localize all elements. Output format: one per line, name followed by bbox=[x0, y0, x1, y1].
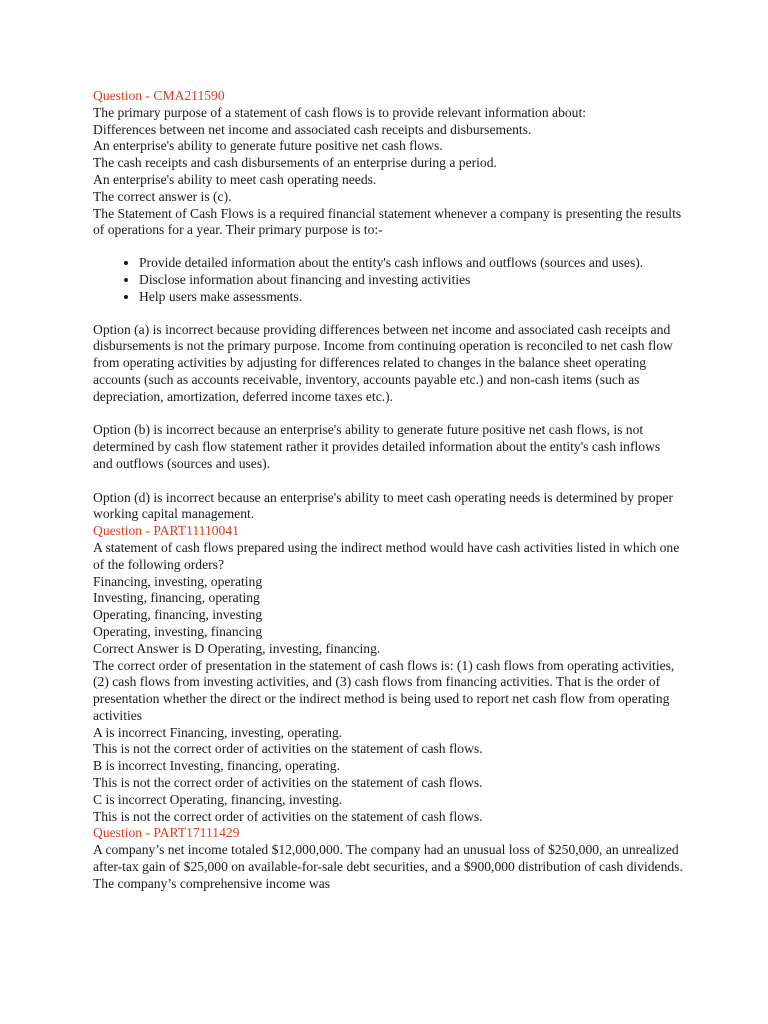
paragraph-gap bbox=[93, 473, 683, 490]
answer-option: Operating, investing, financing bbox=[93, 623, 263, 639]
question-stem-2: A statement of cash flows prepared using the indirect method would have cash activities listed in which one of the following orders? bbox=[93, 539, 680, 572]
question-heading-3: Question - PART17111429 bbox=[93, 825, 240, 841]
correct-answer-1: The correct answer is (c). bbox=[93, 188, 232, 204]
question-heading-2: Question - PART11110041 bbox=[93, 523, 239, 539]
paragraph-gap bbox=[93, 406, 683, 423]
list-item: • Provide detailed information about the entity's cash inflows and outflows (sources and uses). bbox=[139, 255, 683, 272]
option-a-explanation: Option (a) is incorrect because providing differences between net income and associated cash receipts and disbursements is not the primary purpose. Income from continuing operation is reconciled to net cash flow from operating activities by adjusting for differences related to changes in the balance sheet operating accounts (such as accounts receivable, inventory, accounts payable etc.) and non-cash items (such as depreciation, amortization, deferred income taxes etc.). bbox=[93, 321, 673, 404]
answer-option: Operating, financing, investing bbox=[93, 607, 263, 623]
answer-option: An enterprise's ability to meet cash operating needs. bbox=[93, 171, 377, 187]
answer-option: Financing, investing, operating bbox=[93, 573, 263, 589]
explanation-intro-1: The Statement of Cash Flows is a required financial statement whenever a company is presenting the results of operations for a year. Their primary purpose is to:- bbox=[93, 205, 682, 238]
bullet-list bbox=[93, 255, 683, 305]
option-c-reason: This is not the correct order of activities on the statement of cash flows. bbox=[93, 808, 483, 824]
option-c-incorrect: C is incorrect Operating, financing, investing. bbox=[93, 791, 343, 807]
question-heading-1: Question - CMA211590 bbox=[93, 88, 225, 103]
document-page bbox=[93, 88, 683, 893]
question-stem-3: A company’s net income totaled $12,000,000. The company had an unusual loss of $250,000, an unrealized after-tax gain of $25,000 on available-for-sale debt securities, and a $900,000 distribution of cash dividends. The company’s comprehensive income was bbox=[93, 842, 683, 891]
option-b-reason: This is not the correct order of activities on the statement of cash flows. bbox=[93, 775, 483, 791]
answer-option: An enterprise's ability to generate future positive net cash flows. bbox=[93, 138, 443, 154]
answer-option: Investing, financing, operating bbox=[93, 590, 260, 606]
option-a-incorrect: A is incorrect Financing, investing, operating. bbox=[93, 724, 343, 740]
list-item: • Disclose information about financing and investing activities bbox=[139, 272, 683, 289]
option-b-explanation: Option (b) is incorrect because an enterprise's ability to generate future positive net cash flows, is not determined by cash flow statement rather it provides detailed information about the entity's cash inflows and outflows (sources and uses). bbox=[93, 422, 661, 471]
answer-option: Differences between net income and associated cash receipts and disbursements. bbox=[93, 121, 532, 137]
question-stem-1: The primary purpose of a statement of cash flows is to provide relevant information about: bbox=[93, 104, 587, 120]
correct-answer-2: Correct Answer is D Operating, investing, financing. bbox=[93, 640, 381, 656]
explanation-2: The correct order of presentation in the statement of cash flows is: (1) cash flows from operating activities, (2) cash flows from investing activities, and (3) cash flows from financing activities. That is the order of presentation whether the direct or the indirect method is being used to report net cash flow from operating activities bbox=[93, 657, 675, 723]
option-a-reason: This is not the correct order of activities on the statement of cash flows. bbox=[93, 741, 483, 757]
list-item: • Help users make assessments. bbox=[139, 289, 683, 306]
option-d-explanation: Option (d) is incorrect because an enterprise's ability to meet cash operating needs is determined by proper working capital management. bbox=[93, 489, 673, 522]
option-b-incorrect: B is incorrect Investing, financing, operating. bbox=[93, 758, 340, 774]
answer-option: The cash receipts and cash disbursements of an enterprise during a period. bbox=[93, 155, 497, 171]
